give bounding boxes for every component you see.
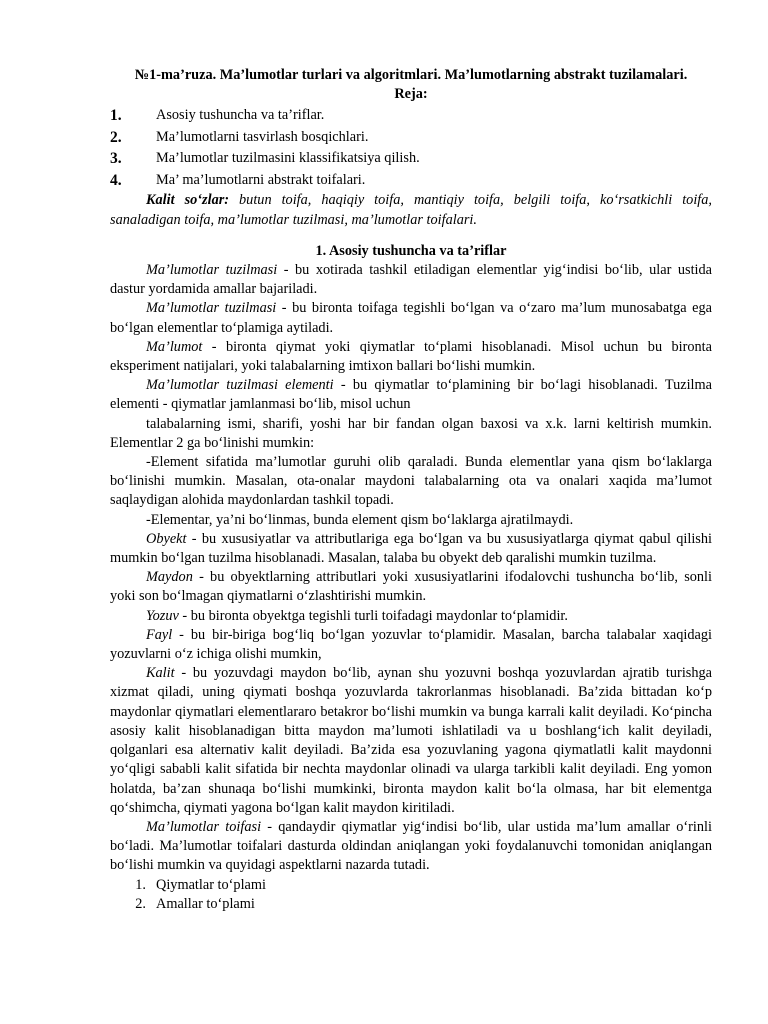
definition-text: - bu xususiyatlar va attributlariga ega bo‘lgan va bu xususiyatlarga qiymat qabul qilishi mumkin bo‘lgan tuzilma hisoblanadi. Masalan, talaba bu obyekt deb qaralishi mumkin tuzilma.: [110, 530, 712, 567]
definition-paragraph: [110, 626, 712, 664]
plan-item-text: Ma’lumotlar tuzilmasini klassifikatsiya qilish.: [156, 150, 420, 167]
plan-list: [110, 105, 712, 191]
definition-paragraph: [110, 607, 712, 626]
definition-term: Ma’lumotlar toifasi: [146, 818, 262, 835]
definition-term: Obyekt: [146, 530, 187, 547]
definition-paragraph: [110, 818, 712, 876]
definition-text: - bu bironta toifaga tegishli bo‘lgan va o‘zaro ma’lum munosabatga ega bo‘lgan elementlar to‘plamiga aytiladi.: [110, 300, 712, 336]
definition-paragraph: [110, 299, 712, 337]
plan-item-text: Ma’lumotlarni tasvirlash bosqichlari.: [156, 128, 369, 145]
aspects-item: [110, 895, 712, 914]
aspects-item-text: Amallar to‘plami: [156, 895, 255, 912]
definition-term: Ma’lumotlar tuzilmasi: [146, 300, 277, 317]
keywords-label: Kalit so‘zlar:: [146, 192, 230, 209]
definition-paragraph: [110, 530, 712, 568]
aspects-item-text: Qiymatlar to‘plami: [156, 876, 266, 893]
definition-text: - qandaydir qiymatlar yig‘indisi bo‘lib, ular ustida ma’lum amallar o‘rinli bo‘ladi. Ma’lumotlar toifalari dasturda oldindan aniqlangan yoki foydalanuvchi tomonidan aniqlangan bo‘lishi mumkin va quyidagi aspektlarni nazarda tutadi.: [110, 818, 712, 874]
definition-paragraph: [110, 568, 712, 606]
plan-item-number: 3.: [110, 150, 122, 168]
aspects-item-number: 1.: [135, 876, 146, 893]
plan-item: [110, 170, 712, 192]
definition-text: - bu bironta obyektga tegishli turli toifadagi maydonlar to‘plamidir.: [178, 607, 568, 624]
plan-item: [110, 105, 712, 127]
plan-item-number: 2.: [110, 128, 122, 146]
plan-item-text: Ma’ ma’lumotlarni abstrakt toifalari.: [156, 171, 366, 188]
aspects-item-number: 2.: [135, 895, 146, 912]
definition-text: - bu qiymatlar to‘plamining bir bo‘lagi hisoblanadi. Tuzilma elementi - qiymatlar jamlanmasi bo‘lib, misol uchun: [110, 377, 712, 413]
body-paragraph: -Elementar, ya’ni bo‘linmas, bunda element qism bo‘laklarga ajratilmaydi.: [146, 511, 574, 528]
definition-term: Ma’lumot: [146, 338, 203, 355]
keywords-paragraph: [110, 191, 712, 229]
definition-paragraph: [110, 376, 712, 414]
definition-term: Fayl: [146, 626, 173, 643]
definition-text: - bu yozuvdagi maydon bo‘lib, aynan shu yozuvni boshqa yozuvlardan ajratib turishga xizmat qiladi, uning qiymati boshqa yozuvlarda takrorlanmas hisoblanadi. Ba’zida bittadan ko‘p maydonlar qiymatlari elementlararo betakror bo‘lishi mumkin va bunga karrali kalit deyiladi. Ko‘pincha asosiy kalit hisoblanadigan bitta maydon ma’lumoti ishlatiladi va u boshlang‘ich kalit deyiladi, qolganlari esa alternativ kalit deyiladi. Ba’zida esa yozuvlaning yagona qiymatlatli kalit maydonni yo‘qligi sababli kalit sifatida bir nechta maydonlar olinadi va ularga tarkibli kalit deyiladi. Eng yomon holatda, ba’zan shunaqa bo‘lishi mumkinki, bironta maydon kalit bo‘la olmasa, har bit elementga qo‘shimcha, qiymati yagona bo‘lgan kalit maydon kiritiladi.: [110, 665, 712, 816]
plan-item-number: 1.: [110, 107, 122, 125]
plan-item: [110, 148, 712, 170]
definition-term: Ma’lumotlar tuzilmasi: [146, 262, 278, 279]
definition-paragraph: [110, 664, 712, 818]
aspects-item: [110, 876, 712, 895]
lecture-title: №1-ma’ruza. Ma’lumotlar turlari va algoritmlari. Ma’lumotlarning abstrakt tuzilamalari.: [134, 67, 688, 83]
definition-text: - bu bir-biriga bog‘liq bo‘lgan yozuvlar to‘plamidir. Masalan, barcha talabalar xaqidagi yozuvlarni o‘z ichiga olishi mumkin,: [110, 626, 712, 663]
definition-paragraph: [110, 338, 712, 376]
definition-text: - bu xotirada tashkil etiladigan elementlar yig‘indisi bo‘lib, ular ustida dastur yordamida amallar bajariladi.: [110, 262, 713, 298]
definition-term: Yozuv: [146, 607, 179, 624]
aspects-list: [110, 876, 712, 914]
keywords-text: butun toifa, haqiqiy toifa, mantiqiy toifa, belgili toifa, ko‘rsatkichli toifa, sanaladigan toifa, ma’lumotlar tuzilmasi, ma’lumotlar toifalari.: [110, 192, 712, 228]
definition-text: - bironta qiymat yoki qiymatlar to‘plami hisoblanadi. Misol uchun bu bironta eksperiment natijalari, yoki talabalarning imtixon ballari bo‘lishi mumkin.: [110, 338, 712, 375]
continuation-paragraph: talabalarning ismi, sharifi, yoshi har bir fandan olgan baxosi va x.k. larni keltirish mumkin. Elementlar 2 ga bo‘linishi mumkin:: [110, 415, 712, 451]
definition-term: Kalit: [146, 665, 175, 682]
definition-text: - bu obyektlarning attributlari yoki xususiyatlarini ifodalovchi tushuncha bo‘lib, sonli yoki son bo‘lmagan qiymatlarni o‘zlashtirishi mumkin.: [110, 569, 712, 605]
plan-item: [110, 127, 712, 149]
plan-item-text: Asosiy tushuncha va ta’riflar.: [156, 107, 325, 124]
definition-term: Ma’lumotlar tuzilmasi elementi: [146, 377, 334, 394]
definition-term: Maydon: [146, 569, 193, 586]
definition-paragraph: [110, 261, 712, 299]
plan-heading: Reja:: [394, 86, 428, 103]
body-paragraph: -Element sifatida ma’lumotlar guruhi olib qaraladi. Bunda elementlar yana qism bo‘laklarga bo‘linishi mumkin. Masalan, ota-onalar maydoni talabalarning ota va onalari xaqida ma’lumot saqlaydigan alohida maydonlardan tashkil topadi.: [110, 454, 712, 509]
plan-item-number: 4.: [110, 171, 122, 189]
section-heading: 1. Asosiy tushuncha va ta’riflar: [315, 242, 507, 259]
